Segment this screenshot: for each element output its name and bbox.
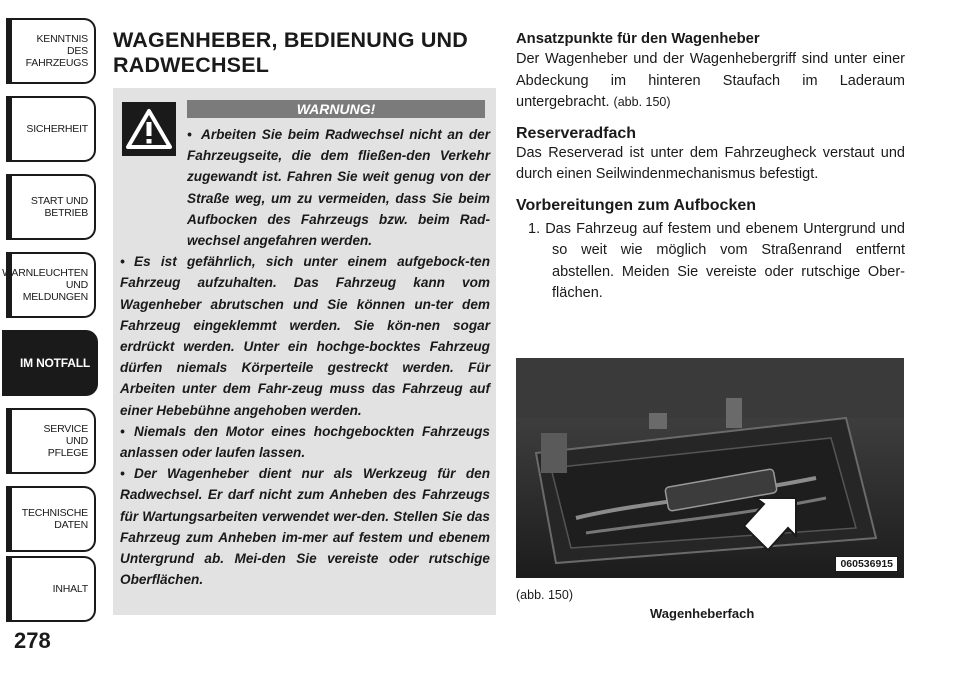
tab-label: INHALT [52,583,88,595]
section-title-spare-wheel: Reserveradfach [516,124,637,142]
warning-text [120,124,490,590]
tab-label: PFLEGE [47,447,88,459]
jack-compartment-photo [516,358,904,578]
section-text-jack-points: Der Wagenheber und der Wagenhebergriff sind unter einer Abdeckung im hinteren Staufach im Laderaum untergebracht. (abb. 150) [516,51,905,110]
tab-label: DATEN [54,519,88,531]
bullet-icon: • [120,254,125,270]
tab-start-operation[interactable] [6,174,96,240]
figure-label: (abb. 150) [516,588,573,602]
section-title-jack-points: Ansatzpunkte für den Wagenheber [516,31,760,47]
tab-label: SERVICE [43,423,88,435]
tab-label: IM NOTFALL [20,356,90,370]
warning-bullet-2: • Es ist gefährlich, sich unter einem aufgebock-ten Fahrzeug aufzuhalten. Das Fahrzeug kann vom Wagenheber abrutschen und Sie können un-ter dem Fahrzeug eingeklemmt werden. Sie kön-nen sogar erdrückt werden. Unter ein hochge-bocktes Fahrzeug dürfen niemals Körperteile gestreckt werden. Für Arbeiten unter dem Fahr-zeug muss das Fahrzeug auf einer Hebebühne angehoben werden. [120,251,490,421]
tab-safety[interactable] [6,96,96,162]
bullet-icon: • [120,423,125,439]
tab-label: TECHNISCHE [21,507,88,519]
figure-caption: Wagenheberfach [650,606,755,621]
warning-bullet-1: • Arbeiten Sie beim Radwechsel nicht an der Fahrzeugseite, die dem fließen-den Verkehr zugewandt ist. Fahren Sie weit genug von der Straße weg, um zu vermeiden, dass Sie beim Aufbocken des Fahrzeugs bzw. beim Rad-wechsel angefahren werden. [120,124,490,251]
bullet-icon: • [120,466,125,482]
right-column [516,30,905,305]
tab-index[interactable] [6,556,96,622]
tab-warning-lights[interactable] [2,252,96,318]
tab-label: FAHRZEUGS [25,57,88,69]
tab-label: MELDUNGEN [22,291,88,303]
warning-box [113,88,496,615]
figure-code: 060536915 [835,556,898,572]
section-text-spare-wheel: Das Reserverad ist unter dem Fahrzeugheck verstaut und durch einen Seilwindenmechanismus befestigt. [516,144,905,182]
figure-reference: (abb. 150) [613,95,671,109]
warning-title: WARNUNG! [187,100,485,118]
tab-label: START UND [30,195,88,207]
bullet-icon: • [187,127,192,142]
warning-bullet-3: • Niemals den Motor eines hochgebockten Fahrzeugs anlassen oder laufen lassen. [120,421,490,463]
tab-label: BETRIEB [44,207,88,219]
tab-label: WARNLEUCHTEN [2,267,88,279]
tab-overview[interactable] [6,18,96,84]
tab-label: DES [67,45,88,57]
page-number: 278 [14,628,51,653]
section-title-preparations: Vorbereitungen zum Aufbocken [516,196,757,214]
page-title [113,28,493,78]
page-title-line-2: RADWECHSEL [113,53,270,77]
tab-label: UND [65,435,88,447]
tab-technical-data[interactable] [6,486,96,552]
tab-emergency[interactable] [2,330,98,396]
tab-service-care[interactable] [6,408,96,474]
tab-label: KENNTNIS [36,33,88,45]
jack-compartment-illustration [516,358,904,578]
preparation-steps [516,219,905,305]
warning-bullet-4: • Der Wagenheber dient nur als Werkzeug für den Radwechsel. Er darf nicht zum Anheben des Fahrzeugs für Wartungsarbeiten verwendet wer-den. Stellen Sie das Fahrzeug zum Anheben im-mer auf festem und ebenem Untergrund ab. Mei-den Sie vereiste oder rutschige Oberflächen. [120,463,490,590]
page-title-line-1: WAGENHEBER, BEDIENUNG UND [113,28,468,52]
chapter-tabs [0,0,100,678]
list-item: 1. Das Fahrzeug auf festem und ebenem Untergrund und so weit wie möglich vom Straßenrand entfernt abstellen. Meiden Sie vereiste oder rutschige Ober-flächen. [528,220,905,301]
tab-label: UND [65,279,88,291]
tab-label: SICHERHEIT [26,123,88,135]
